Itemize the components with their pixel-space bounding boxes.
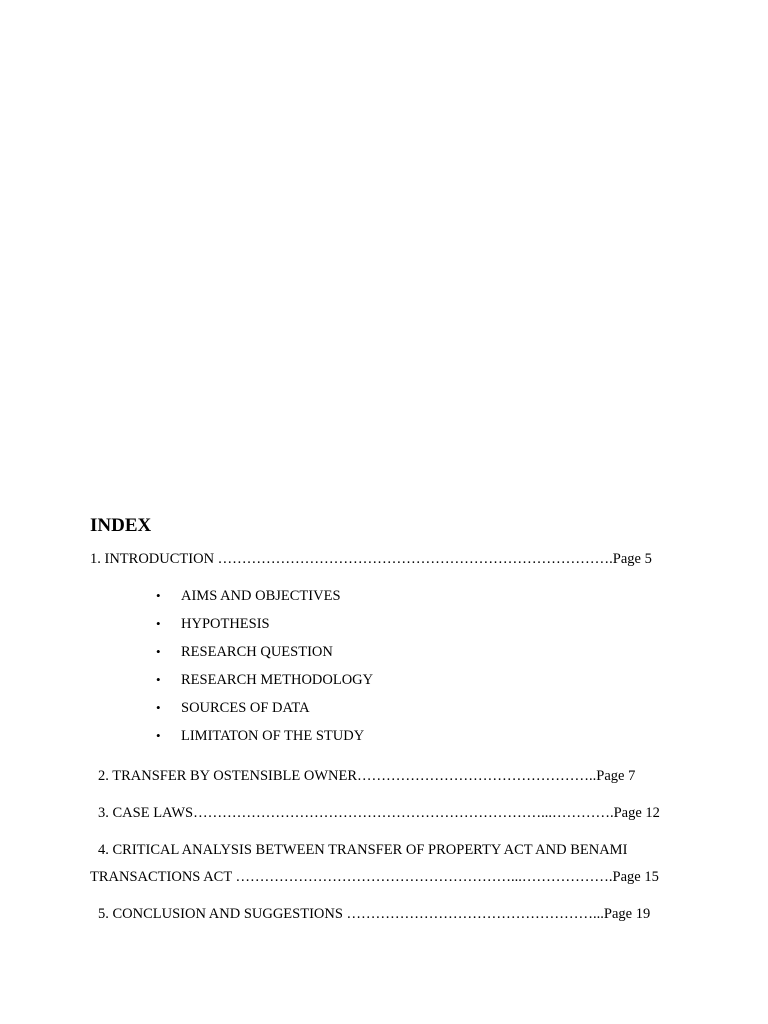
- index-entry-ostensible-owner: 2. TRANSFER BY OSTENSIBLE OWNER…………………………………………..Page 7: [98, 768, 636, 784]
- bullet-item: [156, 586, 341, 606]
- index-entry-critical-analysis: 4. CRITICAL ANALYSIS BETWEEN TRANSFER OF PROPERTY ACT AND BENAMI: [98, 842, 628, 858]
- index-entry-conclusion: 5. CONCLUSION AND SUGGESTIONS ……………………………………………...Page 19: [98, 906, 651, 922]
- bullet-icon: •: [156, 616, 161, 631]
- index-entry-critical-analysis-continued: TRANSACTIONS ACT …………………………………………………...……………….Page 15: [90, 869, 659, 885]
- index-entry-introduction: 1. INTRODUCTION ……………………………………………………………………….Page 5: [90, 551, 652, 567]
- bullet-icon: •: [156, 700, 161, 715]
- bullet-item: [156, 726, 364, 746]
- bullet-item: [156, 670, 373, 690]
- bullet-icon: •: [156, 644, 161, 659]
- bullet-label: HYPOTHESIS: [181, 616, 270, 632]
- bullet-label: RESEARCH METHODOLOGY: [181, 672, 374, 688]
- index-heading: INDEX: [90, 515, 152, 536]
- bullet-icon: •: [156, 728, 161, 743]
- bullet-item: [156, 614, 270, 634]
- bullet-icon: •: [156, 672, 161, 687]
- bullet-icon: •: [156, 588, 161, 603]
- bullet-item: [156, 642, 333, 662]
- bullet-label: AIMS AND OBJECTIVES: [181, 588, 341, 604]
- bullet-label: SOURCES OF DATA: [181, 700, 310, 716]
- index-entry-case-laws: 3. CASE LAWS………………………………………………………………...………….Page 12: [98, 805, 660, 821]
- bullet-item: [156, 698, 310, 718]
- bullet-label: RESEARCH QUESTION: [181, 644, 333, 660]
- bullet-label: LIMITATON OF THE STUDY: [181, 728, 365, 744]
